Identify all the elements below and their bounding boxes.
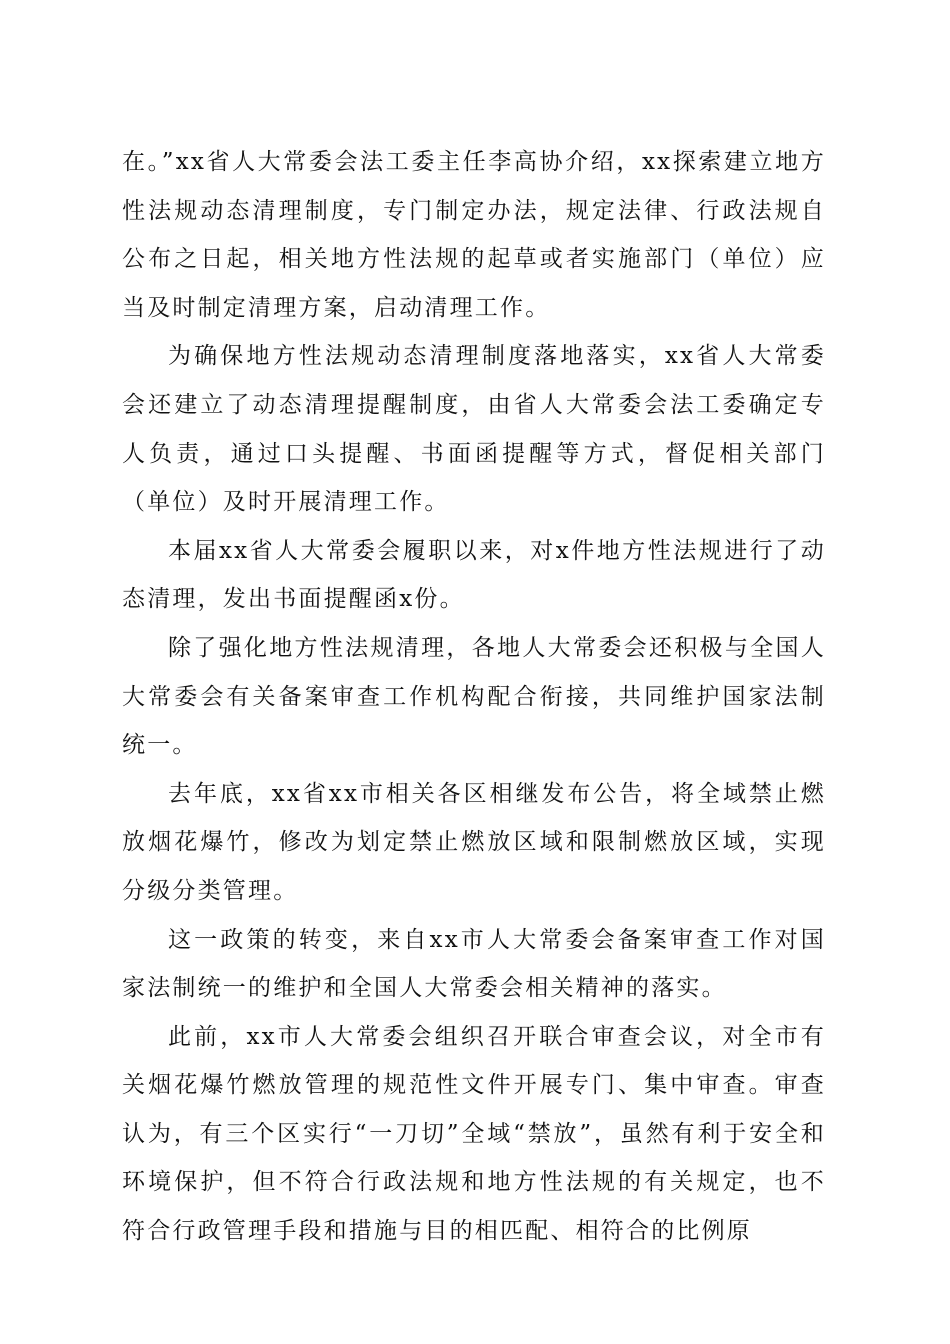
paragraph-5: 去年底，xx省xx市相关各区相继发布公告，将全域禁止燃放烟花爆竹，修改为划定禁止燃放区域和限制燃放区域，实现分级分类管理。 xyxy=(122,780,826,904)
paragraph-3: 本届xx省人大常委会履职以来，对x件地方性法规进行了动态清理，发出书面提醒函x份。 xyxy=(122,537,826,613)
paragraph-1: 在。”xx省人大常委会法工委主任李高协介绍，xx探索建立地方性法规动态清理制度，专门制定办法，规定法律、行政法规自公布之日起，相关地方性法规的起草或者实施部门（单位）应当及时制定清理方案，启动清理工作。 xyxy=(122,149,826,321)
paragraph-4: 除了强化地方性法规清理，各地人大常委会还积极与全国人大常委会有关备案审查工作机构配合衔接，共同维护国家法制统一。 xyxy=(122,634,826,759)
paragraph-2: 为确保地方性法规动态清理制度落地落实，xx省人大常委会还建立了动态清理提醒制度，由省人大常委会法工委确定专人负责，通过口头提醒、书面函提醒等方式，督促相关部门（单位）及时开展清理工作。 xyxy=(122,343,826,516)
paragraph-7: 此前，xx市人大常委会组织召开联合审查会议，对全市有关烟花爆竹燃放管理的规范性文件开展专门、集中审查。审查认为，有三个区实行“一刀切”全域“禁放”，虽然有利于安全和环境保护，但不符合行政法规和地方性法规的有关规定，也不符合行政管理手段和措施与目的相匹配、相符合的比例原 xyxy=(122,1023,826,1245)
paragraph-6: 这一政策的转变，来自xx市人大常委会备案审查工作对国家法制统一的维护和全国人大常委会相关精神的落实。 xyxy=(122,926,826,1002)
document-body xyxy=(122,138,826,1256)
